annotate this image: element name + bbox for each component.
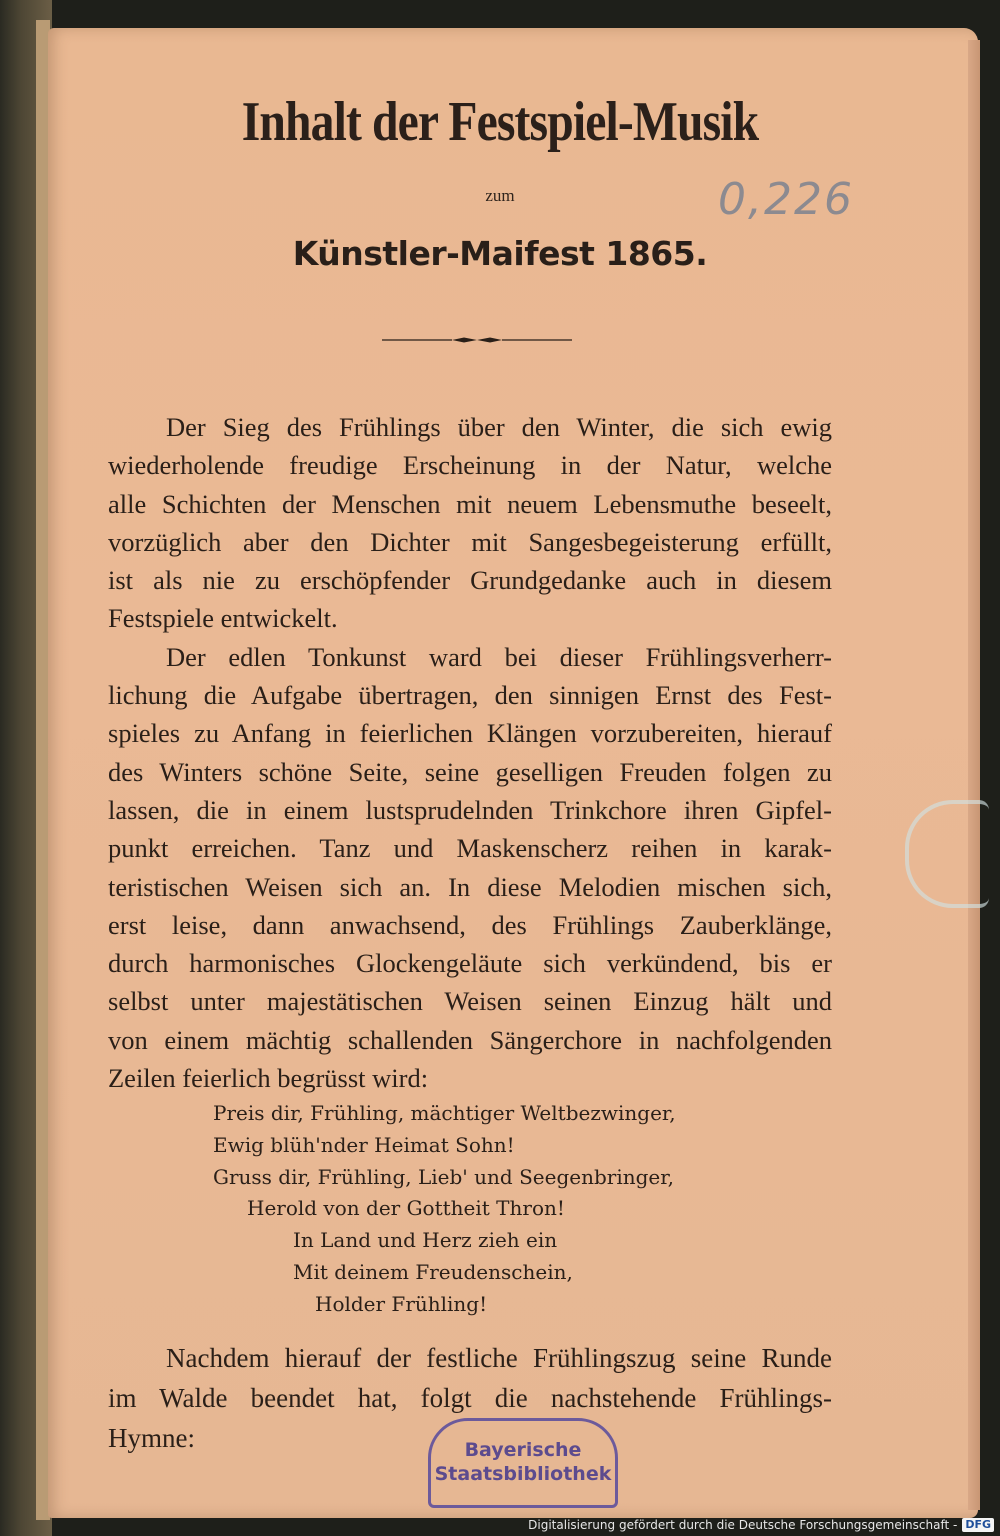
stamp-line: Bayerische [464,1439,582,1461]
text-line: spieles zu Anfang in feierlichen Klängen vorzubereiten, hierauf [108,718,832,749]
poem-line: Ewig blüh'nder Heimat Sohn! [213,1132,515,1157]
text-line: lassen, die in einem lustsprudelnden Trinkchore ihren Gipfel- [108,794,832,825]
text-line: Nachdem hierauf der festliche Frühlingszug seine Runde [166,1343,832,1373]
handwritten-shelfmark: 0,226 [718,174,854,225]
title-connector: zum [485,186,515,205]
text-line: Zeilen feierlich begrüsst wird: [108,1063,429,1094]
text-line: lichung die Aufgabe übertragen, den sinnigen Ernst des Fest- [108,680,832,711]
dfg-logo-icon: DFG [962,1518,994,1532]
stamp-line: Staatsbibliothek [434,1463,612,1485]
digitization-footer [528,1516,994,1534]
text-line: des Winters schöne Seite, seine geselligen Freuden folgen zu [108,756,832,787]
poem-line: Gruss dir, Frühling, Lieb' und Seegenbringer, [213,1164,674,1189]
text-line: vorzüglich aber den Dichter mit Sangesbegeisterung erfüllt, [108,526,832,557]
text-line: erst leise, dann anwachsend, des Frühlings Zauberklänge, [108,909,832,940]
poem-block [213,1098,676,1321]
text-line: Der Sieg des Frühlings über den Winter, die sich ewig [166,412,832,442]
text-line: durch harmonisches Glockengeläute sich verkündend, bis er [108,948,832,979]
text-line: im Walde beendet hat, folgt die nachstehende Frühlings- [108,1383,832,1413]
text-line: von einem mächtig schallenden Sängerchore in nachfolgenden [108,1024,832,1055]
poem-line: In Land und Herz zieh ein [293,1228,558,1253]
poem-line: Preis dir, Frühling, mächtiger Weltbezwinger, [213,1101,676,1125]
text-line: punkt erreichen. Tanz und Maskenscherz reihen in karak- [108,833,832,864]
text-line: alle Schichten der Menschen mit neuem Lebensmuthe beseelt, [108,488,832,519]
text-line: Der edlen Tonkunst ward bei dieser Frühlingsverherr- [166,641,832,672]
page-subtitle: Künstler-Maifest 1865. [292,234,708,273]
ornamental-divider [382,334,572,346]
paragraph-1 [108,408,832,1097]
footer-text: Digitalisierung gefördert durch die Deutsche Forschungsgemeinschaft - [528,1518,958,1532]
library-stamp [428,1418,618,1508]
poem-line: Holder Frühling! [315,1291,488,1316]
page-title: Inhalt der Festspiel-Musik [241,91,759,153]
text-line: Hymne: [108,1423,195,1453]
text-line: Festspiele entwickelt. [108,603,338,634]
poem-line: Mit deinem Freudenschein, [293,1259,573,1284]
page-clip [905,800,989,908]
poem-line: Herold von der Gottheit Thron! [247,1196,565,1221]
text-line: wiederholende freudige Erscheinung in der Natur, welche [108,450,832,481]
text-line: teristischen Weisen sich an. In diese Melodien mischen sich, [108,871,832,902]
text-line: selbst unter majestätischen Weisen seinen Einzug hält und [108,986,832,1017]
text-line: ist als nie zu erschöpfender Grundgedanke auch in diesem [108,565,832,596]
